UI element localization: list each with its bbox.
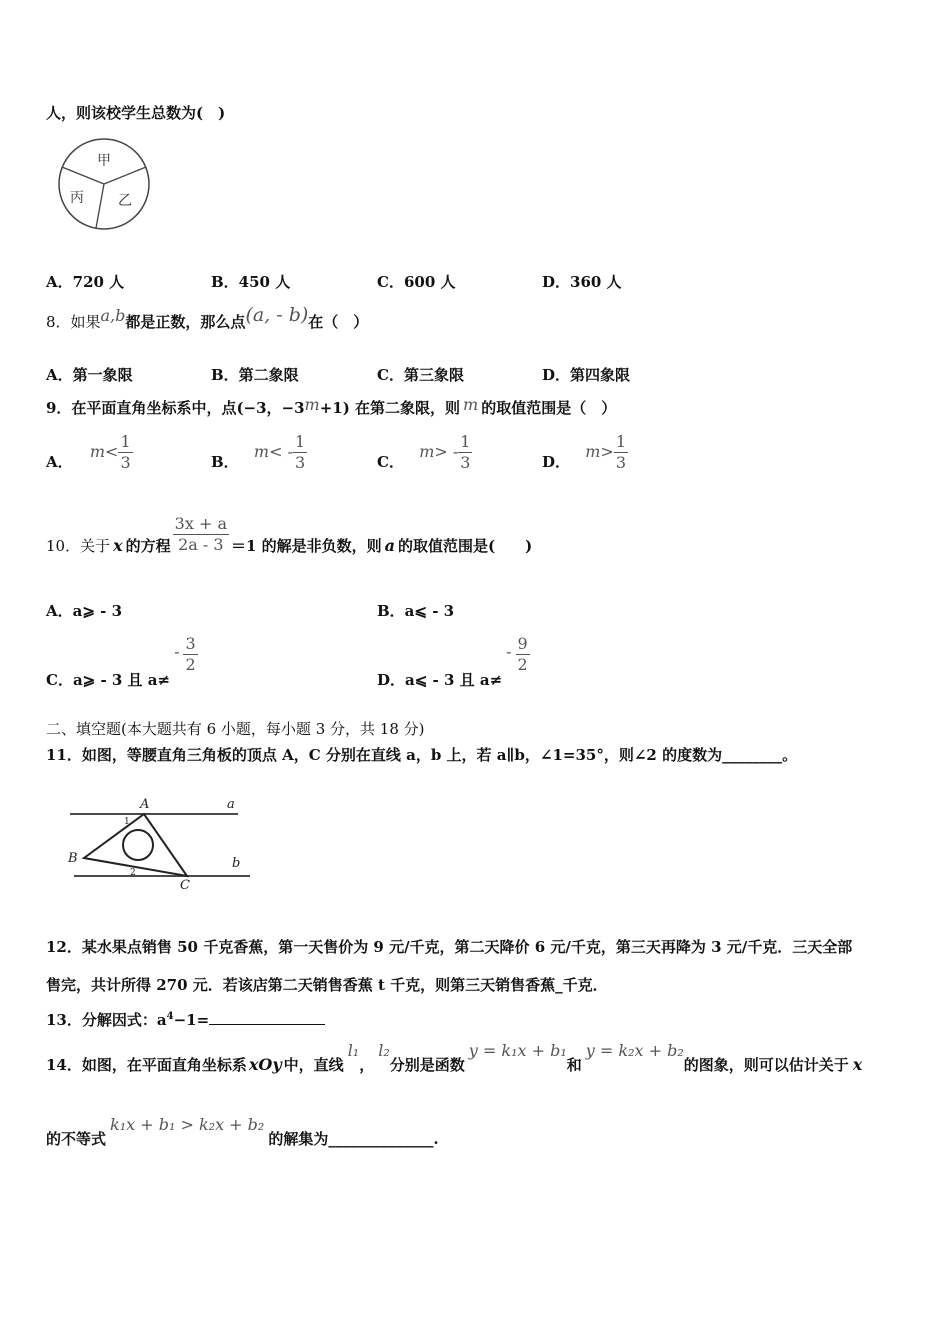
q9-option-d-den: 3 xyxy=(615,453,627,472)
q9-option-c-op: m> - xyxy=(419,441,459,461)
q14-sep: ， xyxy=(359,1056,375,1074)
q10-option-d xyxy=(377,634,530,689)
q12-line1: 12．某水果点销售 50 千克香蕉，第一天售价为 9 元/千克，第二天降价 6 元/千克，第三天再降为 3 元/千克．三天全部 xyxy=(46,938,853,956)
q10-x: x xyxy=(113,535,123,555)
q8-vars: a,b xyxy=(100,306,126,325)
q9-option-a-den: 3 xyxy=(120,453,131,472)
q14-l2: l₂ xyxy=(378,1041,390,1060)
q10-option-d-text: D．a⩽ - 3 且 a≠ xyxy=(377,670,503,689)
fig-label-A: A xyxy=(140,797,150,812)
q7-option-b: B．450 人 xyxy=(211,273,291,291)
fig-label-B: B xyxy=(68,851,78,866)
q14-xoy: xOy xyxy=(248,1055,282,1074)
fig-label-b: b xyxy=(232,856,241,871)
q8-option-d: D．第四象限 xyxy=(542,366,631,384)
q9-option-d xyxy=(542,432,628,473)
q9-option-b-den: 3 xyxy=(295,453,306,472)
q9-option-b-letter: B． xyxy=(211,452,239,471)
q9-option-a-num: 1 xyxy=(120,432,131,451)
q7-option-d: D．360 人 xyxy=(542,273,622,291)
q14-line2-suffix: 的解集为______________. xyxy=(268,1130,439,1148)
fig-label-C: C xyxy=(180,878,190,893)
q9-option-d-num: 1 xyxy=(615,432,627,451)
q10-option-b: B．a⩽ - 3 xyxy=(377,602,455,620)
pie-label-yi: 乙 xyxy=(118,193,132,209)
q13-exponent: 4 xyxy=(166,1011,174,1022)
q9-option-a-op: m< xyxy=(89,441,119,461)
q13-stem xyxy=(46,1009,325,1030)
q10-option-d-num: 9 xyxy=(517,634,528,653)
fig-label-a: a xyxy=(227,797,235,812)
q9-option-a-letter: A． xyxy=(46,452,73,471)
q10-option-d-den: 2 xyxy=(517,655,528,674)
q14-l1: l₁ xyxy=(347,1041,360,1060)
q9-option-c-letter: C． xyxy=(377,452,404,471)
q10-stem xyxy=(46,514,532,555)
q9-option-d-letter: D． xyxy=(542,452,571,471)
q14-inequality: k₁x + b₁ > k₂x + b₂ xyxy=(110,1115,265,1134)
q14-mid2: 分别是函数 xyxy=(389,1056,465,1074)
q8-option-a: A．第一象限 xyxy=(46,366,133,384)
q12-line2: 售完，共计所得 270 元．若该店第二天销售香蕉 t 千克，则第三天销售香蕉_千克． xyxy=(46,976,608,994)
pie-figure xyxy=(55,137,155,232)
q9-option-b-op: m< - xyxy=(253,441,293,461)
q13-prefix: 13．分解因式：a xyxy=(46,1011,167,1029)
q10-option-c-den: 2 xyxy=(185,655,196,674)
q9-option-b xyxy=(211,432,307,473)
q8-point: (a, - b) xyxy=(245,304,309,326)
q8-option-b: B．第二象限 xyxy=(211,366,299,384)
q9-stem xyxy=(46,397,616,418)
fig-label-2: 2 xyxy=(130,868,136,878)
q10-frac-den: 2a - 3 xyxy=(178,535,224,554)
q14-line2 xyxy=(46,1114,439,1148)
q14-prefix: 14．如图，在平面直角坐标系 xyxy=(46,1056,247,1074)
q8-suffix: 在（ ） xyxy=(308,313,369,331)
q10-suffix: 的取值范围是( ) xyxy=(398,536,533,555)
q14-line2-prefix: 的不等式 xyxy=(46,1130,107,1148)
q13-suffix: −1= xyxy=(173,1011,210,1029)
q10-option-c-minus: - xyxy=(174,641,180,661)
q9-suffix: 的取值范围是（ ） xyxy=(481,399,617,417)
q13-answer-blank[interactable] xyxy=(209,1010,325,1025)
q9-mid: +1) 在第二象限，则 xyxy=(319,399,461,417)
q9-prefix: 9．在平面直角坐标系中，点(−3，−3 xyxy=(46,399,305,417)
q8-option-c: C．第三象限 xyxy=(377,366,464,384)
q14-f1: y = k₁x + b₁ xyxy=(468,1041,567,1060)
q8-stem xyxy=(46,304,369,332)
q9-option-b-num: 1 xyxy=(295,432,306,451)
pie-label-jia: 甲 xyxy=(97,153,111,169)
fig-label-1: 1 xyxy=(124,817,130,827)
q14-mid3: 的图象，则可以估计关于 xyxy=(683,1056,849,1074)
q9-m: m xyxy=(304,395,320,414)
q10-mid2: ＝1 的解是非负数，则 xyxy=(230,536,382,555)
q10-option-c-num: 3 xyxy=(185,634,196,653)
q10-frac-num: 3x + a xyxy=(174,514,227,533)
q11-figure xyxy=(62,792,262,897)
q7-tail: 人，则该校学生总数为( ) xyxy=(46,104,226,122)
q9-option-c xyxy=(377,432,472,473)
q10-prefix: 10．关于 xyxy=(46,536,111,555)
q11-stem: 11．如图，等腰直角三角板的顶点 A，C 分别在直线 a，b 上，若 a∥b，∠1=35°，则∠2 的度数为________。 xyxy=(46,746,798,764)
q9-m-var: m xyxy=(463,395,479,414)
q7-option-c: C．600 人 xyxy=(377,273,456,291)
q14-and: 和 xyxy=(566,1056,582,1074)
q10-option-c-text: C．a⩾ - 3 且 a≠ xyxy=(46,670,171,689)
q9-option-c-num: 1 xyxy=(460,432,471,451)
q7-option-a: A．720 人 xyxy=(46,273,125,291)
q10-option-c xyxy=(46,634,198,689)
q14-f2: y = k₂x + b₂ xyxy=(585,1041,684,1060)
q8-mid: 都是正数，那么点 xyxy=(125,313,246,331)
q10-a: a xyxy=(384,535,396,555)
q9-option-a xyxy=(46,432,133,473)
q14-mid1: 中，直线 xyxy=(283,1056,344,1074)
q14-line1 xyxy=(46,1040,863,1074)
q9-option-d-op: m> xyxy=(585,441,614,461)
pie-label-bing: 丙 xyxy=(70,190,84,206)
section-heading: 二、填空题(本大题共有 6 小题，每小题 3 分，共 18 分) xyxy=(46,720,425,738)
q14-x: x xyxy=(852,1055,863,1074)
q9-option-c-den: 3 xyxy=(460,453,471,472)
q10-mid1: 的方程 xyxy=(125,536,171,555)
q8-prefix: 8．如果 xyxy=(46,313,101,331)
q10-option-a: A．a⩾ - 3 xyxy=(46,602,123,620)
q10-option-d-minus: - xyxy=(506,641,512,661)
